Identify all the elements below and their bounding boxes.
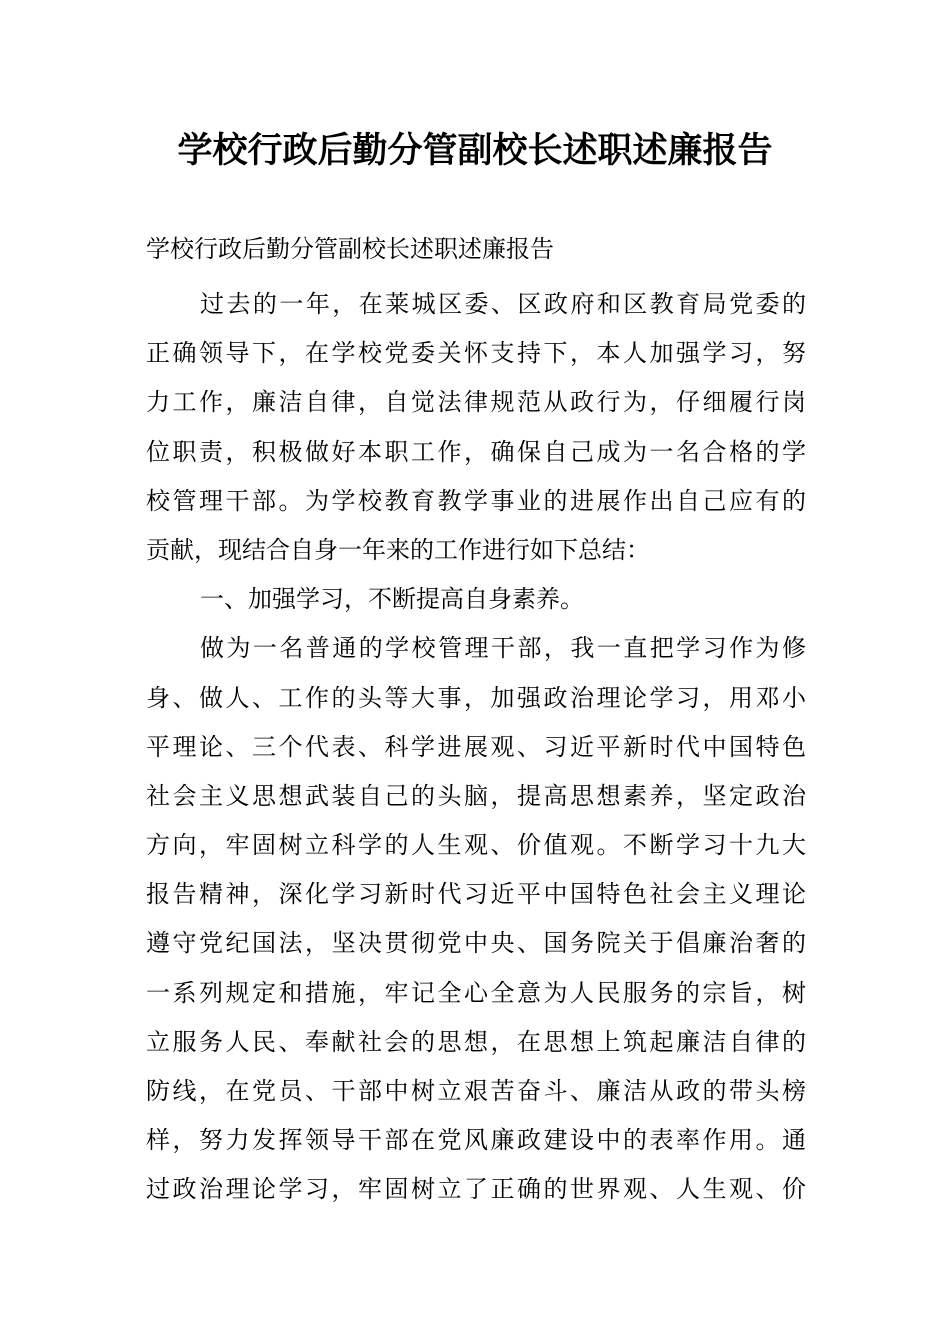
paragraph-line: 一系列规定和措施，牢记全心全意为人民服务的宗旨，树 — [146, 978, 806, 1007]
paragraph-line: 校管理干部。为学校教育教学事业的进展作出自己应有的 — [146, 486, 806, 515]
paragraph-line: 正确领导下，在学校党委关怀支持下，本人加强学习，努 — [146, 339, 806, 368]
document-body — [146, 280, 806, 1215]
paragraph-line: 做为一名普通的学校管理干部，我一直把学习作为修 — [200, 634, 806, 663]
paragraph-line: 身、做人、工作的头等大事，加强政治理论学习，用邓小 — [146, 683, 806, 712]
paragraph-line: 社会主义思想武装自己的头脑，提高思想素养，坚定政治 — [146, 781, 806, 810]
paragraph-line: 位职责，积极做好本职工作，确保自己成为一名合格的学 — [146, 437, 806, 466]
paragraph-line: 贡献，现结合自身一年来的工作进行如下总结： — [146, 535, 650, 564]
section-heading: 一、加强学习，不断提高自身素养。 — [200, 585, 584, 614]
document-title: 学校行政后勤分管副校长述职述廉报告 — [177, 131, 773, 171]
paragraph-line: 方向，牢固树立科学的人生观、价值观。不断学习十九大 — [146, 831, 806, 860]
paragraph-line: 报告精神，深化学习新时代习近平中国特色社会主义理论 — [146, 880, 806, 909]
paragraph-line: 遵守党纪国法，坚决贯彻党中央、国务院关于倡廉治奢的 — [146, 929, 806, 958]
paragraph-line: 防线，在党员、干部中树立艰苦奋斗、廉洁从政的带头榜 — [146, 1077, 806, 1105]
paragraph-line: 平理论、三个代表、科学进展观、习近平新时代中国特色 — [146, 732, 806, 761]
paragraph-line: 力工作，廉洁自律，自觉法律规范从政行为，仔细履行岗 — [146, 388, 806, 417]
paragraph-line: 过去的一年，在莱城区委、区政府和区教育局党委的 — [200, 290, 806, 318]
paragraph-line: 过政治理论学习，牢固树立了正确的世界观、人生观、价 — [146, 1175, 806, 1204]
paragraph-line: 立服务人民、奉献社会的思想，在思想上筑起廉洁自律的 — [146, 1027, 806, 1056]
paragraph-line: 样，努力发挥领导干部在党风廉政建设中的表率作用。通 — [146, 1126, 806, 1155]
document-subtitle: 学校行政后勤分管副校长述职述廉报告 — [146, 235, 554, 263]
